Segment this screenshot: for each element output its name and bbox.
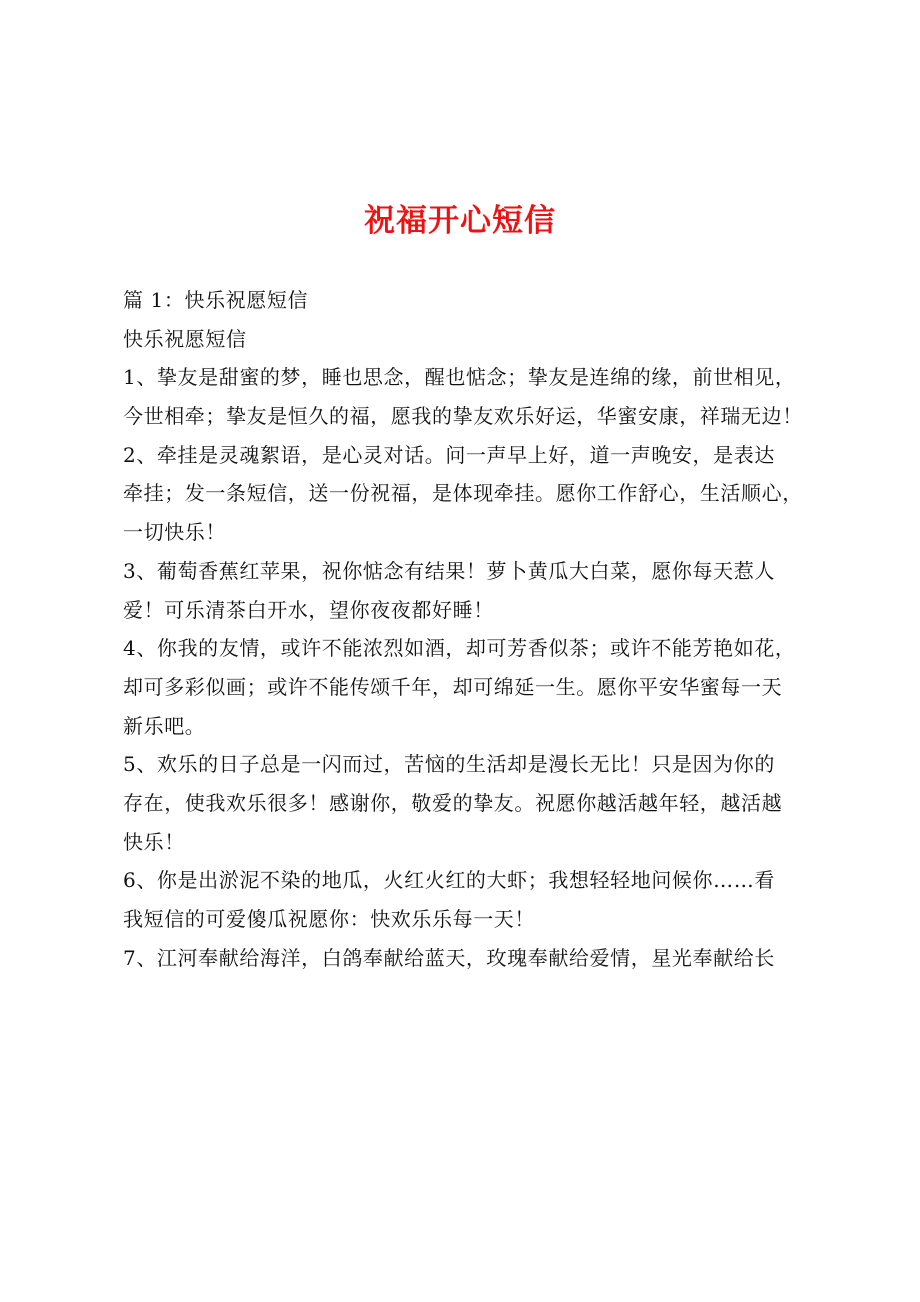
paragraph-line: 4、你我的友情，或许不能浓烈如酒，却可芳香似茶；或许不能芳艳如花， — [123, 636, 796, 661]
paragraph-1 — [123, 358, 813, 435]
document-title: 祝福开心短信 — [364, 203, 556, 239]
section-heading — [123, 281, 813, 320]
paragraph-line: 一切快乐！ — [123, 520, 226, 545]
paragraph-7 — [123, 939, 813, 978]
document-body — [123, 281, 813, 977]
paragraph-line: 却可多彩似画；或许不能传颂千年，却可绵延一生。愿你平安华蜜每一天 — [123, 674, 783, 699]
paragraph-line: 快乐！ — [123, 829, 185, 854]
paragraph-line: 新乐吧。 — [123, 713, 206, 738]
heading-line: 篇 1：快乐祝愿短信 — [123, 288, 309, 312]
paragraph-line: 1、挚友是甜蜜的梦，睡也思念，醒也惦念；挚友是连绵的缘，前世相见， — [123, 365, 796, 390]
section-subheading — [123, 320, 813, 359]
paragraph-line: 6、你是出淤泥不染的地瓜，火红火红的大虾；我想轻轻地问候你……看 — [123, 868, 775, 893]
paragraph-line: 7、江河奉献给海洋，白鸽奉献给蓝天，玫瑰奉献给爱情，星光奉献给长 — [123, 945, 775, 970]
paragraph-5 — [123, 745, 813, 861]
paragraph-line: 5、欢乐的日子总是一闪而过，苦恼的生活却是漫长无比！只是因为你的 — [123, 752, 775, 777]
paragraph-2 — [123, 436, 813, 552]
paragraph-4 — [123, 629, 813, 745]
paragraph-line: 我短信的可爱傻瓜祝愿你：快欢乐乐每一天！ — [123, 907, 535, 931]
paragraph-line: 今世相牵；挚友是恒久的福，愿我的挚友欢乐好运，华蜜安康，祥瑞无边！ — [123, 404, 803, 429]
paragraph-6 — [123, 861, 813, 938]
paragraph-line: 2、牵挂是灵魂絮语，是心灵对话。问一声早上好，道一声晚安，是表达 — [123, 442, 775, 467]
subheading-line: 快乐祝愿短信 — [123, 326, 247, 351]
paragraph-line: 存在，使我欢乐很多！感谢你，敬爱的挚友。祝愿你越活越年轻，越活越 — [123, 790, 783, 815]
paragraph-line: 牵挂；发一条短信，送一份祝福，是体现牵挂。愿你工作舒心，生活顺心， — [123, 481, 803, 506]
paragraph-line: 3、葡萄香蕉红苹果，祝你惦念有结果！萝卜黄瓜大白菜，愿你每天惹人 — [123, 558, 775, 583]
paragraph-3 — [123, 552, 813, 629]
paragraph-line: 爱！可乐清茶白开水，望你夜夜都好睡！ — [123, 597, 494, 622]
